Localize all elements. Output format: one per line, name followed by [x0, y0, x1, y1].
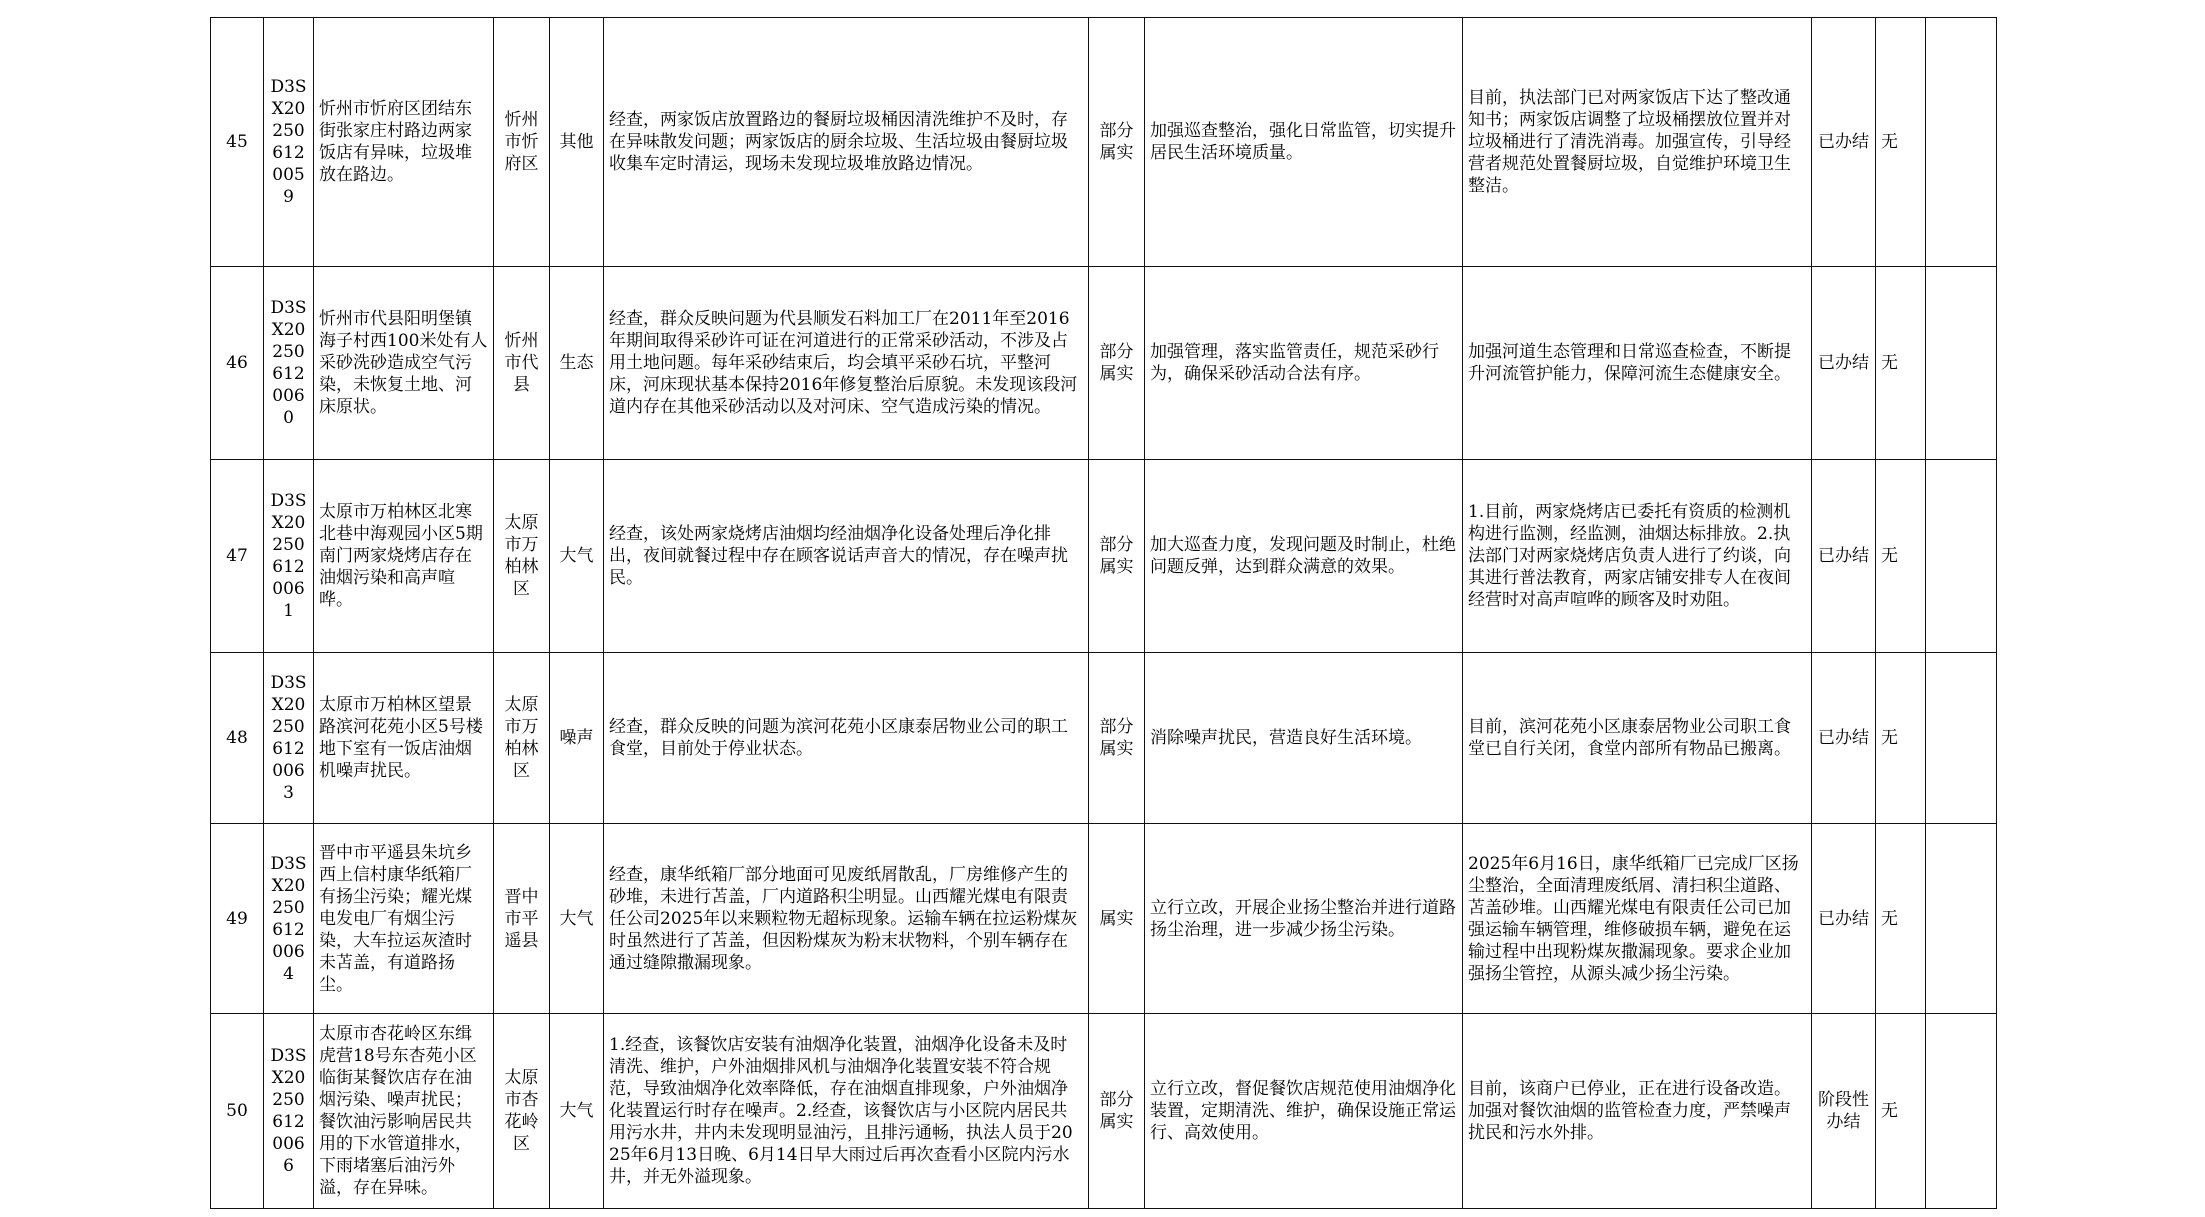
table-row	[211, 653, 1997, 824]
case-code: D3SX20250612 0066	[264, 1014, 314, 1209]
administrative-area: 忻州市代县	[494, 267, 550, 460]
issue-description: 太原市杏花岭区东缉虎营18号东杏苑小区临街某餐饮店存在油烟污染、噪声扰民；餐饮油污影响居民共用的下水管道排水，下雨堵塞后油污外溢，存在异味。	[314, 1014, 494, 1209]
row-number: 49	[211, 824, 264, 1014]
empty-cell	[1926, 460, 1997, 653]
handling-result: 1.目前，两家烧烤店已委托有资质的检测机构进行监测，经监测，油烟达标排放。2.执法部门对两家烧烤店负责人进行了约谈，向其进行普法教育，两家店铺安排专人在夜间经营时对高声喧哗的顾客及时劝阻。	[1463, 460, 1812, 653]
investigation-finding: 经查，康华纸箱厂部分地面可见废纸屑散乱，厂房维修产生的砂堆，未进行苫盖，厂内道路积尘明显。山西耀光煤电有限责任公司2025年以来颗粒物无超标现象。运输车辆在拉运粉煤灰时虽然进行了苫盖，但因粉煤灰为粉末状物料，个别车辆存在通过缝隙撒漏现象。	[604, 824, 1089, 1014]
handling-result: 目前，执法部门已对两家饭店下达了整改通知书；两家饭店调整了垃圾桶摆放位置并对垃圾桶进行了清洗消毒。加强宣传，引导经营者规范处置餐厨垃圾，自觉维护环境卫生整洁。	[1463, 18, 1812, 267]
issue-description: 太原市万柏林区北寒北巷中海观园小区5期南门两家烧烤店存在油烟污染和高声喧哗。	[314, 460, 494, 653]
empty-cell	[1926, 18, 1997, 267]
row-number: 46	[211, 267, 264, 460]
accountability: 无	[1876, 1014, 1926, 1209]
empty-cell	[1926, 824, 1997, 1014]
handling-result: 加强河道生态管理和日常巡查检查，不断提升河流管护能力，保障河流生态健康安全。	[1463, 267, 1812, 460]
case-code: D3SX20250612 0064	[264, 824, 314, 1014]
administrative-area: 太原市万柏林区	[494, 460, 550, 653]
investigation-finding: 经查，该处两家烧烤店油烟均经油烟净化设备处理后净化排出，夜间就餐过程中存在顾客说话声音大的情况，存在噪声扰民。	[604, 460, 1089, 653]
pollution-type: 大气	[550, 460, 604, 653]
pollution-type: 大气	[550, 824, 604, 1014]
rectification-measure: 加大巡查力度，发现问题及时制止，杜绝问题反弹，达到群众满意的效果。	[1145, 460, 1463, 653]
empty-cell	[1926, 267, 1997, 460]
administrative-area: 太原市万柏林区	[494, 653, 550, 824]
accountability: 无	[1876, 460, 1926, 653]
table-row	[211, 18, 1997, 267]
rectification-measure: 加强巡查整治，强化日常监管，切实提升居民生活环境质量。	[1145, 18, 1463, 267]
verdict: 属实	[1089, 824, 1145, 1014]
issue-description: 忻州市代县阳明堡镇海子村西100米处有人采砂洗砂造成空气污染，未恢复土地、河床原状。	[314, 267, 494, 460]
case-code: D3SX20250612 0061	[264, 460, 314, 653]
table-row	[211, 1014, 1997, 1209]
rectification-measure: 消除噪声扰民，营造良好生活环境。	[1145, 653, 1463, 824]
row-number: 47	[211, 460, 264, 653]
row-number: 48	[211, 653, 264, 824]
table-row	[211, 267, 1997, 460]
status-badge: 已办结	[1812, 267, 1876, 460]
case-code: D3SX20250612 0059	[264, 18, 314, 267]
pollution-type: 生态	[550, 267, 604, 460]
issue-description: 忻州市忻府区团结东街张家庄村路边两家饭店有异味，垃圾堆放在路边。	[314, 18, 494, 267]
investigation-finding: 经查，两家饭店放置路边的餐厨垃圾桶因清洗维护不及时，存在异味散发问题；两家饭店的厨余垃圾、生活垃圾由餐厨垃圾收集车定时清运，现场未发现垃圾堆放路边情况。	[604, 18, 1089, 267]
accountability: 无	[1876, 18, 1926, 267]
status-badge: 已办结	[1812, 653, 1876, 824]
accountability: 无	[1876, 824, 1926, 1014]
row-number: 50	[211, 1014, 264, 1209]
rectification-measure: 加强管理，落实监管责任，规范采砂行为，确保采砂活动合法有序。	[1145, 267, 1463, 460]
issue-description: 太原市万柏林区望景路滨河花苑小区5号楼地下室有一饭店油烟机噪声扰民。	[314, 653, 494, 824]
pollution-type: 大气	[550, 1014, 604, 1209]
administrative-area: 忻州市忻府区	[494, 18, 550, 267]
table-row	[211, 460, 1997, 653]
handling-result: 2025年6月16日，康华纸箱厂已完成厂区扬尘整治，全面清理废纸屑、清扫积尘道路、苫盖砂堆。山西耀光煤电有限责任公司已加强运输车辆管理，维修破损车辆，避免在运输过程中出现粉煤灰撒漏现象。要求企业加强扬尘管控，从源头减少扬尘污染。	[1463, 824, 1812, 1014]
status-badge: 阶段性办结	[1812, 1014, 1876, 1209]
table-row	[211, 824, 1997, 1014]
administrative-area: 太原市杏花岭区	[494, 1014, 550, 1209]
accountability: 无	[1876, 267, 1926, 460]
handling-result: 目前，该商户已停业，正在进行设备改造。加强对餐饮油烟的监管检查力度，严禁噪声扰民和污水外排。	[1463, 1014, 1812, 1209]
handling-result: 目前，滨河花苑小区康泰居物业公司职工食堂已自行关闭，食堂内部所有物品已搬离。	[1463, 653, 1812, 824]
investigation-finding: 1.经查，该餐饮店安装有油烟净化装置，油烟净化设备未及时清洗、维护，户外油烟排风机与油烟净化装置安装不符合规范，导致油烟净化效率降低，存在油烟直排现象，户外油烟净化装置运行时存在噪声。2.经查，该餐饮店与小区院内居民共用污水井，井内未发现明显油污，且排污通畅，执法人员于2025年6月13日晚、6月14日早大雨过后再次查看小区院内污水井，并无外溢现象。	[604, 1014, 1089, 1209]
status-badge: 已办结	[1812, 18, 1876, 267]
empty-cell	[1926, 1014, 1997, 1209]
case-code: D3SX20250612 0060	[264, 267, 314, 460]
empty-cell	[1926, 653, 1997, 824]
complaint-table	[210, 17, 1997, 1209]
pollution-type: 其他	[550, 18, 604, 267]
complaint-table-page	[210, 17, 1997, 1209]
row-number: 45	[211, 18, 264, 267]
verdict: 部分属实	[1089, 1014, 1145, 1209]
issue-description: 晋中市平遥县朱坑乡西上信村康华纸箱厂有扬尘污染；耀光煤电发电厂有烟尘污染，大车拉运灰渣时未苫盖，有道路扬尘。	[314, 824, 494, 1014]
rectification-measure: 立行立改，开展企业扬尘整治并进行道路扬尘治理，进一步减少扬尘污染。	[1145, 824, 1463, 1014]
accountability: 无	[1876, 653, 1926, 824]
investigation-finding: 经查，群众反映问题为代县顺发石料加工厂在2011年至2016年期间取得采砂许可证在河道进行的正常采砂活动，不涉及占用土地问题。每年采砂结束后，均会填平采砂石坑，平整河床，河床现状基本保持2016年修复整治后原貌。未发现该段河道内存在其他采砂活动以及对河床、空气造成污染的情况。	[604, 267, 1089, 460]
verdict: 部分属实	[1089, 267, 1145, 460]
administrative-area: 晋中市平遥县	[494, 824, 550, 1014]
status-badge: 已办结	[1812, 824, 1876, 1014]
verdict: 部分属实	[1089, 460, 1145, 653]
verdict: 部分属实	[1089, 653, 1145, 824]
verdict: 部分属实	[1089, 18, 1145, 267]
case-code: D3SX20250612 0063	[264, 653, 314, 824]
status-badge: 已办结	[1812, 460, 1876, 653]
investigation-finding: 经查，群众反映的问题为滨河花苑小区康泰居物业公司的职工食堂，目前处于停业状态。	[604, 653, 1089, 824]
rectification-measure: 立行立改，督促餐饮店规范使用油烟净化装置，定期清洗、维护，确保设施正常运行、高效使用。	[1145, 1014, 1463, 1209]
pollution-type: 噪声	[550, 653, 604, 824]
